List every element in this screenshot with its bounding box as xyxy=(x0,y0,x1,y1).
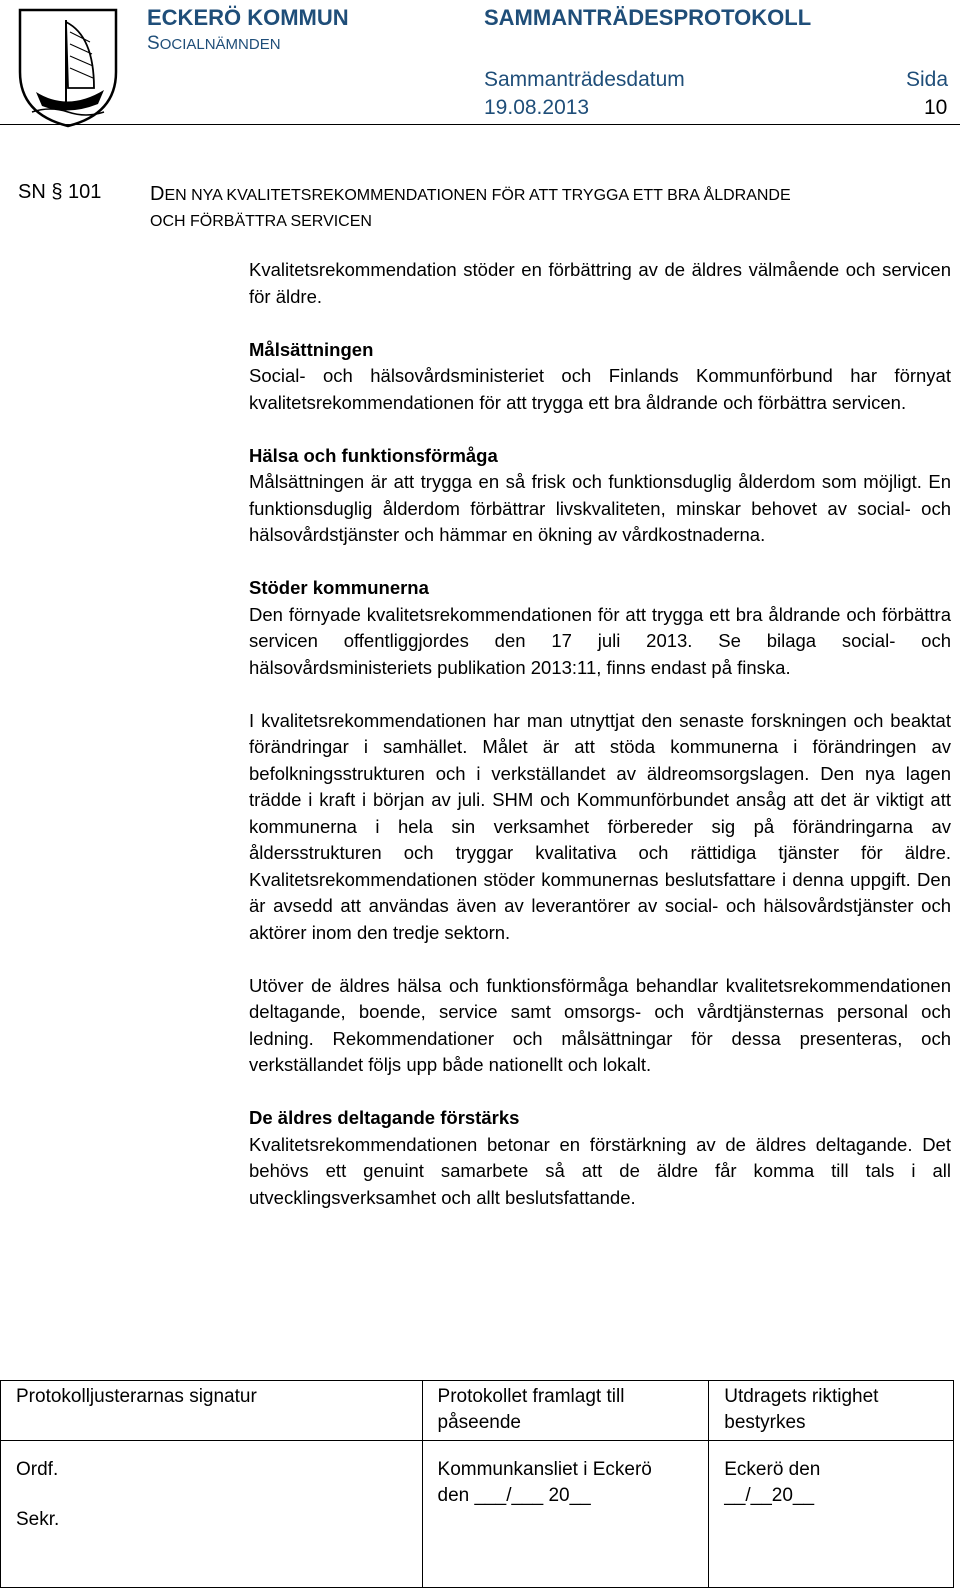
section-title-line1: EN NYA KVALITETSREKOMMENDATIONEN FÖR ATT TRYGGA ETT BRA ÅLDRANDE xyxy=(164,187,791,204)
signature-table xyxy=(0,1380,954,1588)
certification-place: Eckerö den xyxy=(724,1459,821,1480)
page-number: 10 xyxy=(924,96,948,119)
intro-paragraph: Kvalitetsrekommendation stöder en förbättring av de äldres välmående och servicen för äldre. xyxy=(249,259,951,307)
support-block xyxy=(249,575,951,681)
signature-header: Protokolljusterarnas signatur xyxy=(1,1381,423,1441)
research-paragraph: I kvalitetsrekommendationen har man utnyttjat den senaste forskningen och beaktat förändringar i samhället. Målet är att stöda kommunerna i förändringen av befolkningsstrukturen och i verkställandet av äldreomsorgslagen. Den nya lagen trädde i kraft i början av juli. SHM och Kommunförbundet ansåg att det är viktigt att kommunerna i hela sin verksamhet förbereder sig på förändringarna av åldersstrukturen och tryggar kvalitativa och rättidiga tjänster för äldre. Kvalitetsrekommendationen stöder kommunernas beslutsfattare i denna uppgift. Den är avsedd att användas även av leverantörer av social- och hälsovårdstjänster och aktörer inom den tredje sektorn. xyxy=(249,709,951,943)
meeting-date: 19.08.2013 xyxy=(484,96,590,119)
participation-heading: De äldres deltagande förstärks xyxy=(249,1107,520,1128)
board-name-initial: S xyxy=(147,33,160,54)
health-block xyxy=(249,443,951,549)
document-title: SAMMANTRÄDESPROTOKOLL xyxy=(484,5,812,30)
posting-place: Kommunkansliet i Eckerö xyxy=(437,1459,652,1480)
board-name-rest: OCIALNÄMNDEN xyxy=(159,36,281,53)
participation-paragraph: Kvalitetsrekommendationen betonar en förstärkning av de äldres deltagande. Det behövs ett genuint samarbete så att de äldre får komma till tals i all utvecklingsverksamhet och allt beslutsfattande. xyxy=(249,1133,951,1208)
goal-paragraph: Social- och hälsovårdsministeriet och Finlands Kommunförbund har förnyat kvalitetsrekommendationen för att trygga ett bra åldrande och förbättra servicen. xyxy=(249,365,951,413)
meeting-date-label: Sammanträdesdatum xyxy=(484,68,685,91)
signature-cell xyxy=(1,1441,423,1588)
section-title-line2: OCH FÖRBÄTTRA SERVICEN xyxy=(150,213,372,230)
goal-block xyxy=(249,337,951,417)
chair-label: Ordf. xyxy=(16,1459,59,1480)
certification-date-blank: __/__20__ xyxy=(724,1485,815,1506)
certification-header: Utdragets riktighet bestyrkes xyxy=(709,1381,954,1441)
secretary-label: Sekr. xyxy=(16,1509,60,1530)
section-title xyxy=(150,181,940,235)
section-number: SN § 101 xyxy=(18,181,102,203)
header-divider xyxy=(0,124,960,125)
support-heading: Stöder kommunerna xyxy=(249,577,429,598)
health-paragraph: Målsättningen är att trygga en så frisk och funktionsduglig ålderdom som möjligt. En funktionsduglig ålderdom förbättrar livskvaliteten, minskar behovet av social- och hälsovårdstjänster och hämmar en ökning av vårdkostnaderna. xyxy=(249,471,951,545)
goal-heading: Målsättningen xyxy=(249,338,374,360)
support-paragraph: Den förnyade kvalitetsrekommendationen för att trygga ett bra åldrande och förbättra servicen offentliggjordes den 17 juli 2013. Se bilaga social- och hälsovårdsministeriets publikation 2013:11, finns endast på finska. xyxy=(249,603,951,678)
section-body xyxy=(249,257,951,1238)
municipal-crest-logo xyxy=(10,2,126,130)
participation-block xyxy=(249,1105,951,1211)
posting-cell xyxy=(422,1441,709,1588)
health-heading: Hälsa och funktionsförmåga xyxy=(249,444,498,466)
certification-cell xyxy=(709,1441,954,1588)
scope-paragraph: Utöver de äldres hälsa och funktionsförmåga behandlar kvalitetsrekommendationen deltagande, boende, service samt omsorgs- och vårdtjänsternas personal och ledning. Rekommendationer och målsättningar för dessa presenteras, och verkställandet följs upp både nationellt och lokalt. xyxy=(249,974,951,1075)
posting-date-blank: den ___/___ 20__ xyxy=(437,1485,591,1506)
section-title-initial: D xyxy=(150,183,165,205)
posting-header: Protokollet framlagt till påseende xyxy=(422,1381,709,1441)
board-name xyxy=(147,33,281,55)
page-label: Sida xyxy=(906,68,949,91)
municipality-name: ECKERÖ KOMMUN xyxy=(147,5,349,30)
